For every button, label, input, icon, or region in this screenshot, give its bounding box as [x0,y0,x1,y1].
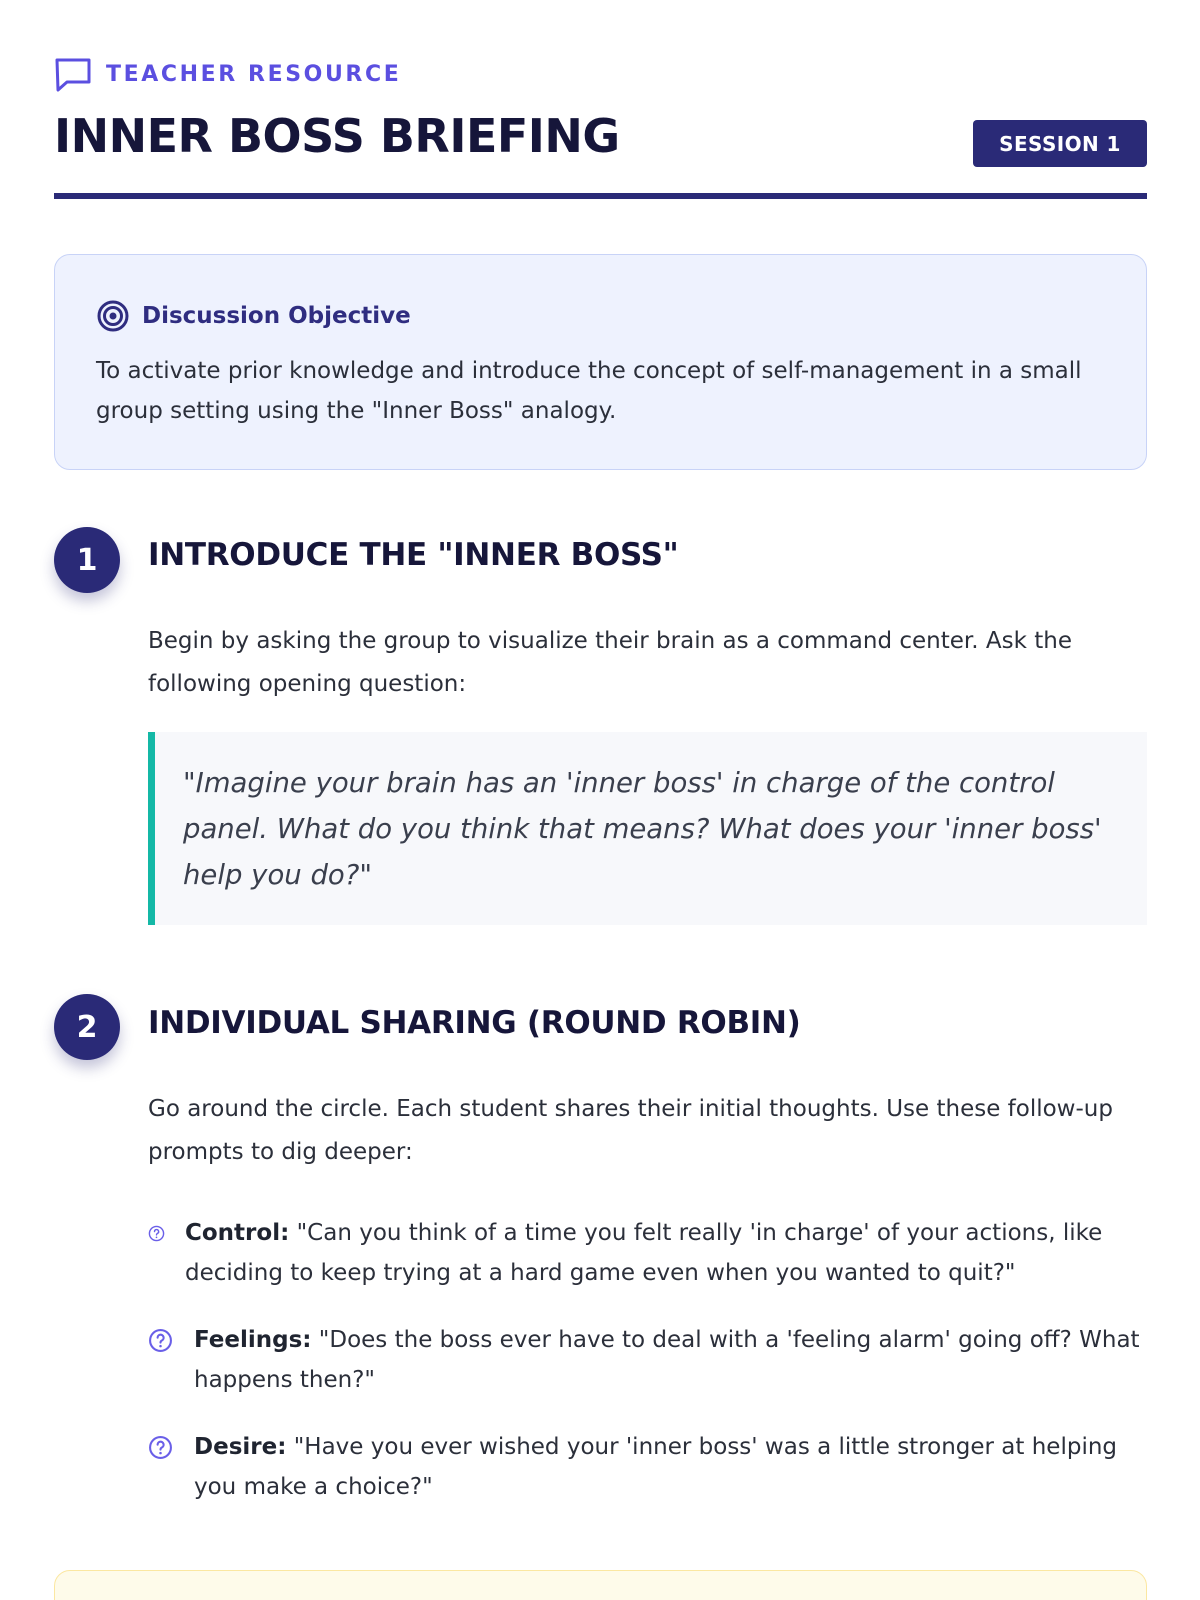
prompt-label: Control: [185,1220,290,1246]
prompt-label: Desire: [194,1434,287,1460]
prompt-item [148,1213,1148,1293]
objective-header [96,299,1106,333]
prompt-question: "Have you ever wished your 'inner boss' was a little stronger at helping you make a choice?" [194,1434,1118,1500]
header-divider [54,193,1147,199]
step-title: INTRODUCE THE "INNER BOSS" [148,537,679,573]
follow-up-prompts [148,1213,1148,1534]
objective-text: To activate prior knowledge and introduce the concept of self-management in a small group setting using the "Inner Boss" analogy. [96,358,1082,424]
prompt-item [148,1320,1148,1400]
page-title: INNER BOSS BRIEFING [54,109,620,163]
target-icon [96,299,130,333]
prompt-question: "Can you think of a time you felt really 'in charge' of your actions, like deciding to keep trying at a hard game even when you wanted to quit?" [185,1220,1103,1286]
question-circle-icon [148,1435,173,1460]
question-circle-icon [148,1328,173,1353]
step-number-badge: 2 [54,994,120,1060]
teacher-resource-page [54,0,1147,1600]
eyebrow-label: TEACHER RESOURCE [106,61,402,87]
step-number-badge: 1 [54,527,120,593]
chat-bubble-icon [54,56,92,92]
prompt-item [148,1427,1148,1507]
step-title: INDIVIDUAL SHARING (ROUND ROBIN) [148,1005,801,1041]
eyebrow [54,56,401,92]
step-description: Go around the circle. Each student shares their initial thoughts. Use these follow-up prompts to dig deeper: [148,1096,1113,1165]
objective-card [54,254,1147,470]
step-description: Begin by asking the group to visualize their brain as a command center. Ask the following opening question: [148,628,1072,697]
objective-title: Discussion Objective [142,303,411,329]
prompt-question: "Does the boss ever have to deal with a 'feeling alarm' going off? What happens then?" [194,1327,1140,1393]
question-circle-icon [148,1225,165,1242]
session-badge: SESSION 1 [973,120,1147,167]
opening-question-quote: "Imagine your brain has an 'inner boss' in charge of the control panel. What do you think that means? What does your 'inner boss' help you do?" [148,732,1147,925]
prompt-label: Feelings: [194,1327,312,1353]
note-card [54,1570,1147,1600]
